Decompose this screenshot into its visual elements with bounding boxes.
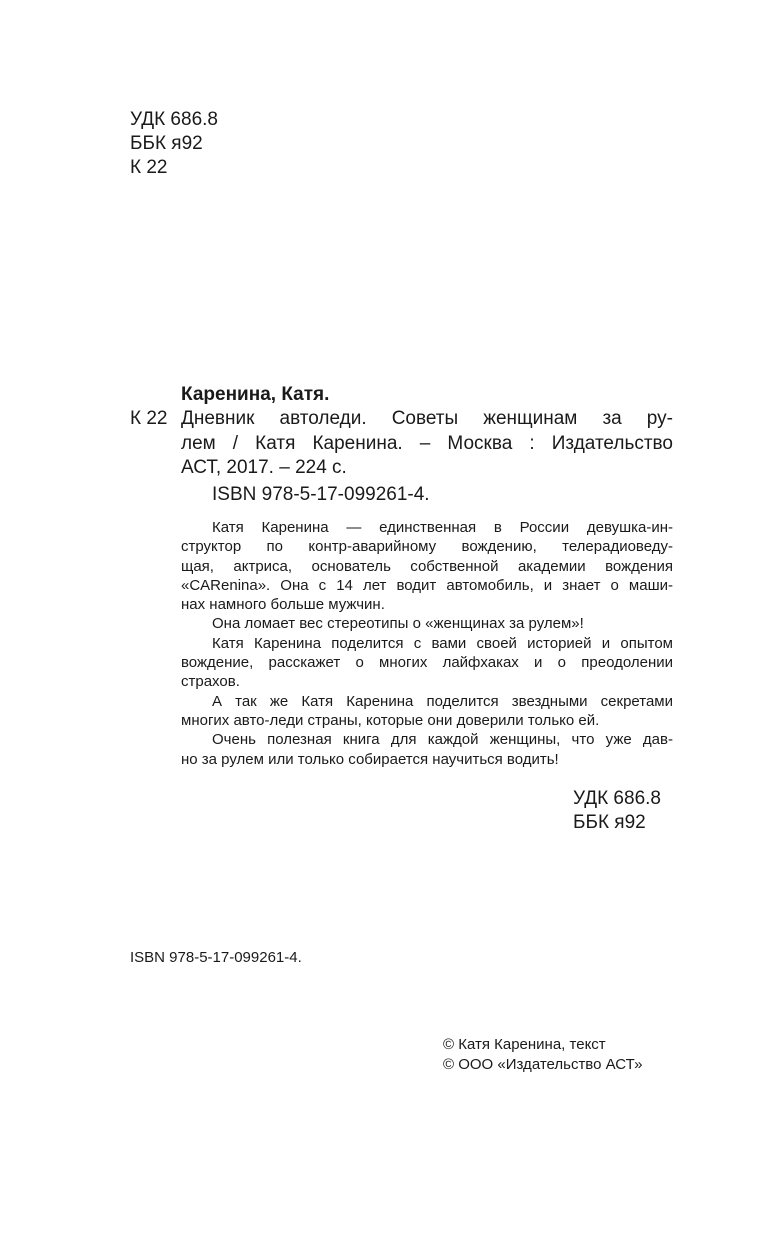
annotation-line: Катя Каренина — единственная в России девушка-ин- <box>212 519 673 536</box>
annotation-line: страхов. <box>181 673 240 691</box>
bottom-classification-codes <box>573 787 661 835</box>
entry-isbn: ISBN 978-5-17-099261-4. <box>212 484 430 505</box>
annotation-line: но за рулем или только собирается научиться водить! <box>181 750 559 768</box>
copyright-author: © Катя Каренина, текст <box>443 1036 606 1053</box>
bbk-code-bottom: ББК я92 <box>573 812 646 833</box>
author-mark: К 22 <box>130 157 168 178</box>
isbn-bottom: ISBN 978-5-17-099261-4. <box>130 949 302 966</box>
annotation-line: Катя Каренина поделится с вами своей историей и опытом <box>212 634 673 652</box>
title-line: АСТ, 2017. – 224 с. <box>181 457 347 478</box>
annotation-line: «CARenina». Она с 14 лет водит автомобиль, и знает о маши- <box>181 576 673 594</box>
copyright-publisher: © ООО «Издательство АСТ» <box>443 1056 643 1073</box>
udk-code-bottom: УДК 686.8 <box>573 788 661 809</box>
title-line: лем / Катя Каренина. – Москва : Издательство <box>181 432 673 454</box>
annotation <box>181 518 673 769</box>
annotation-line: щая, актриса, основатель собственной академии вождения <box>181 557 673 575</box>
annotation-line: А так же Катя Каренина поделится звездными секретами <box>212 692 673 710</box>
annotation-line: вождение, расскажет о многих лайфхаках и о преодолении <box>181 654 673 672</box>
annotation-line: структор по контр-аварийному вождению, телерадиоведу- <box>181 538 673 556</box>
entry-title <box>181 407 673 481</box>
copyright-block <box>443 1035 642 1075</box>
title-line: Дневник автоледи. Советы женщинам за ру- <box>181 408 673 429</box>
entry-author: Каренина, Катя. <box>181 384 330 405</box>
annotation-line: нах намного больше мужчин. <box>181 596 385 614</box>
entry-code: К 22 <box>130 408 168 429</box>
udk-code: УДК 686.8 <box>130 109 218 130</box>
annotation-line: Она ломает вес стереотипы о «женщинах за рулем»! <box>212 615 584 633</box>
bbk-code: ББК я92 <box>130 133 203 154</box>
annotation-line: многих авто-леди страны, которые они доверили только ей. <box>181 711 600 729</box>
top-classification-codes <box>130 108 218 180</box>
annotation-line: Очень полезная книга для каждой женщины, что уже дав- <box>212 731 673 749</box>
